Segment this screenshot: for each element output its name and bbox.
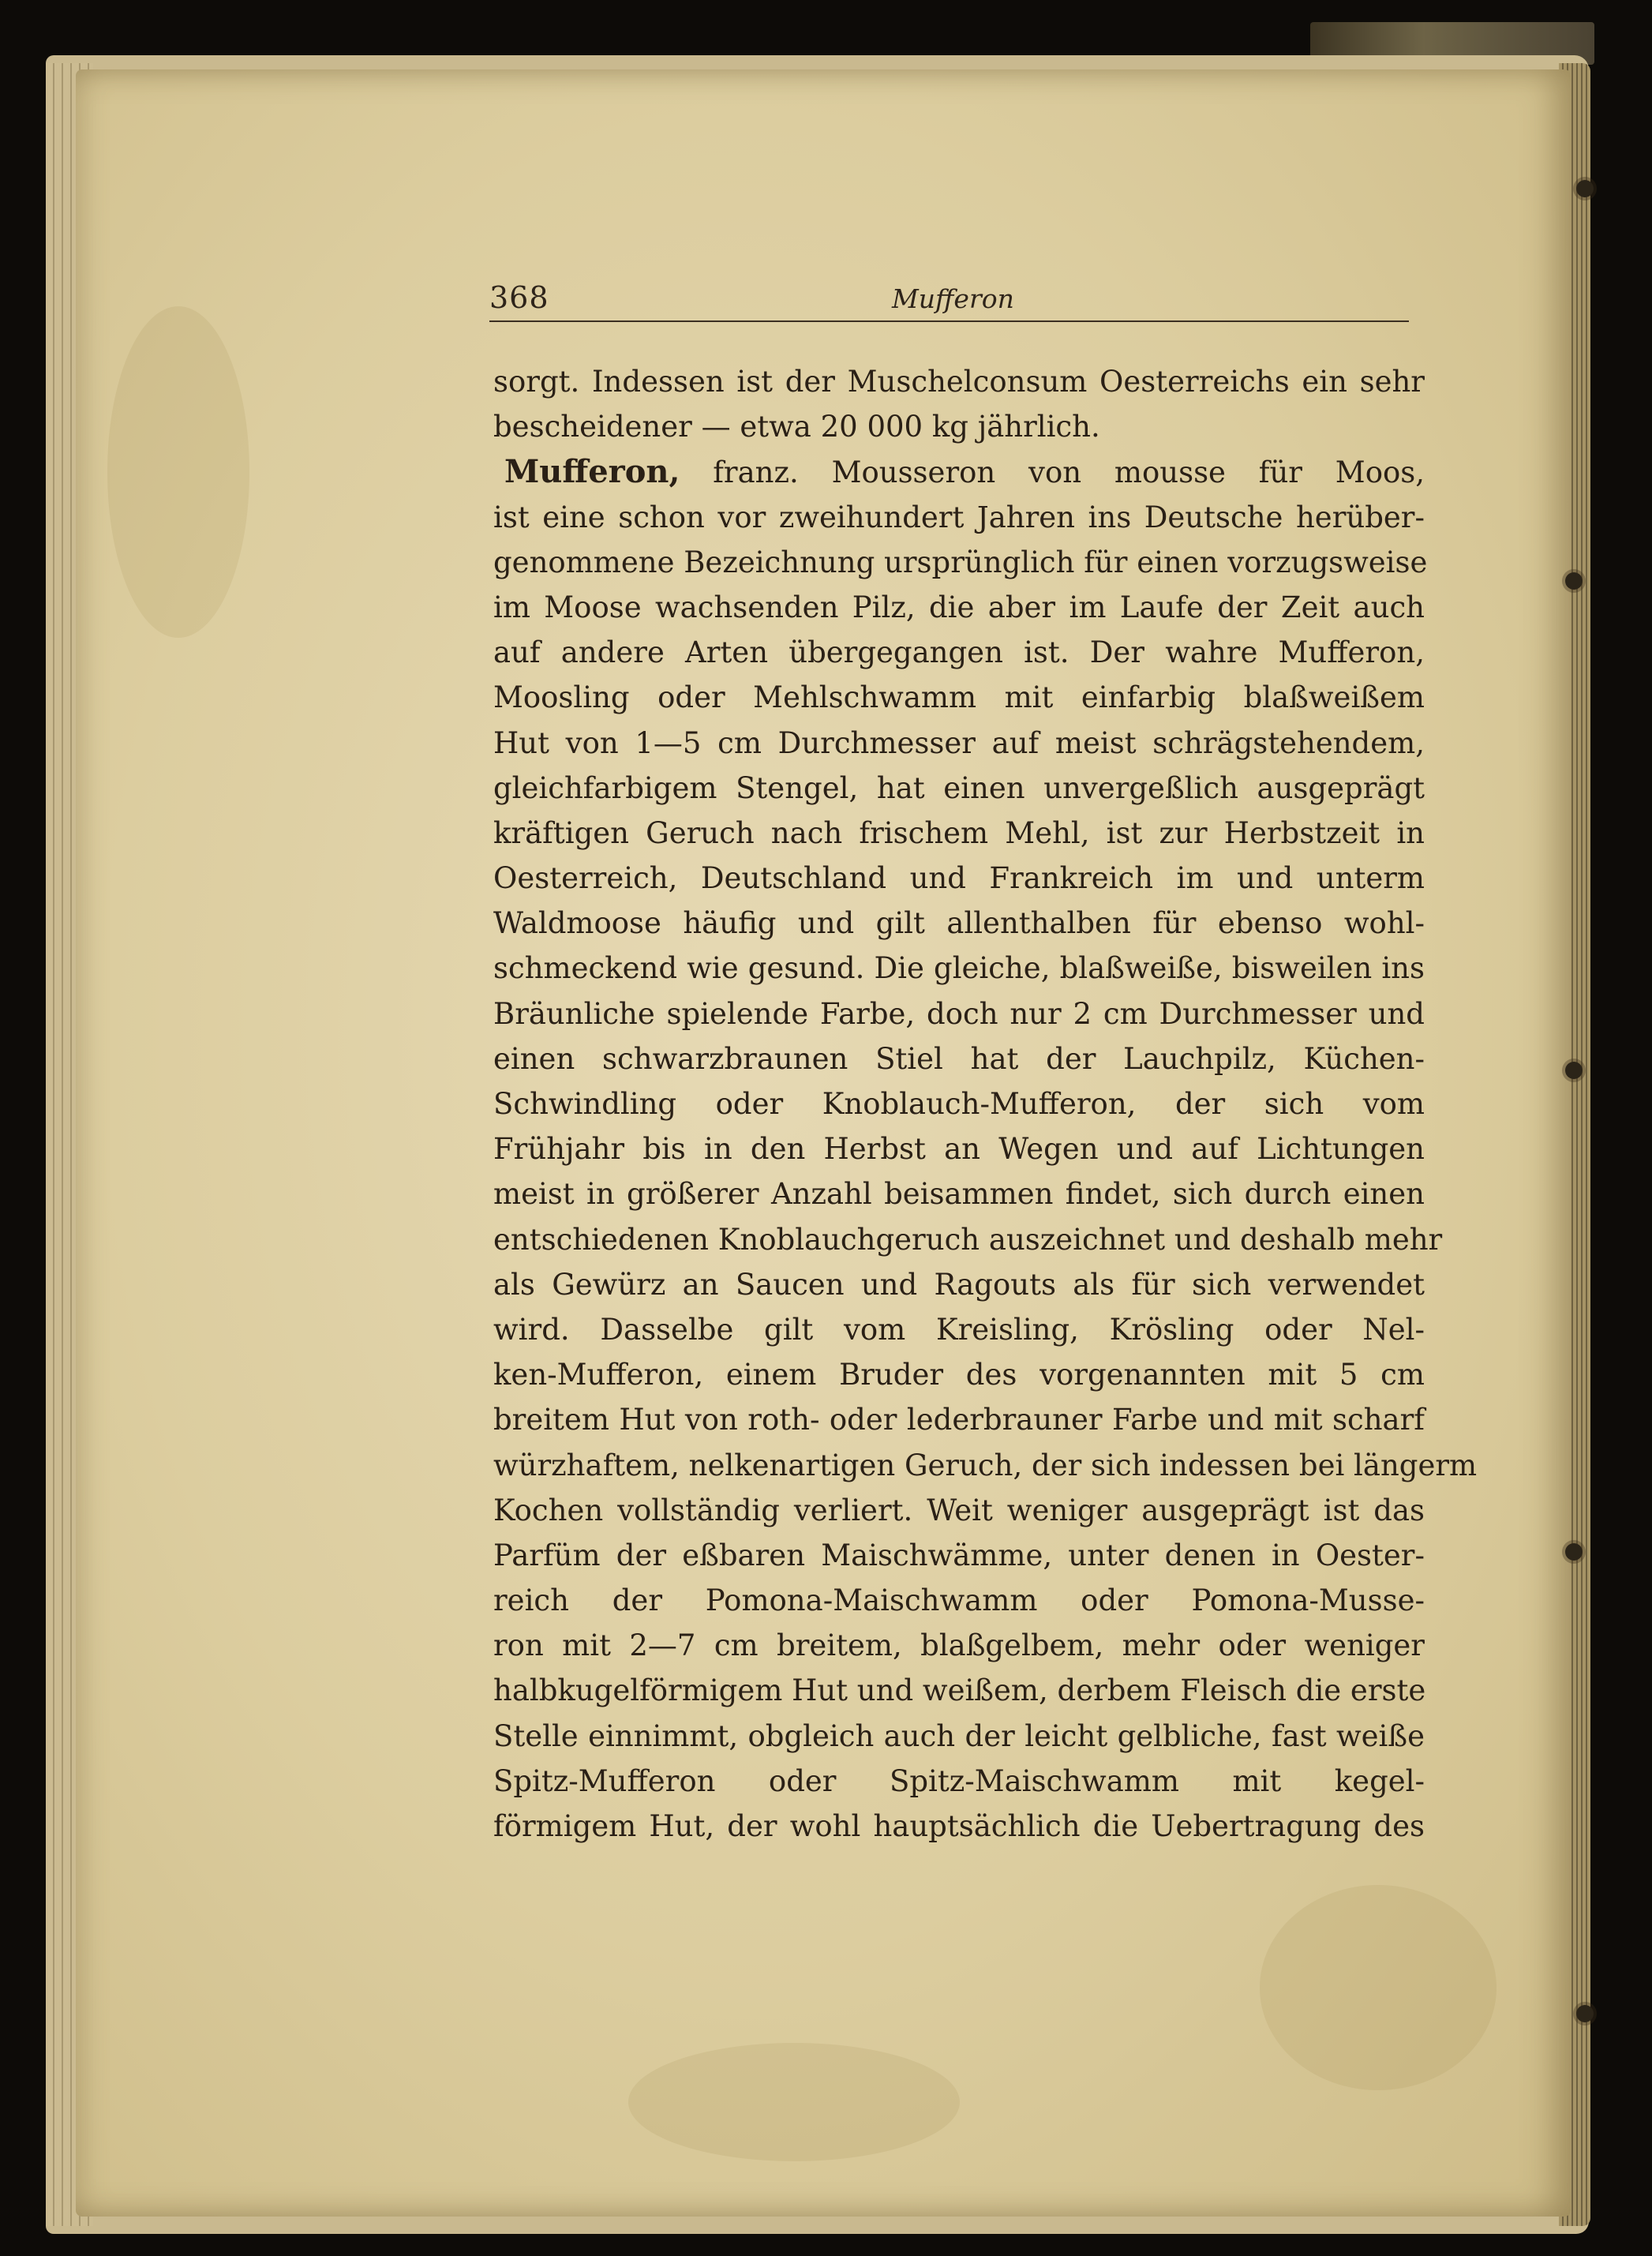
text-line: ron mit 2—7 cm breitem, blaßgelbem, mehr oder weniger (493, 1628, 1425, 1663)
running-head: Mufferon (892, 283, 1014, 314)
text-line: kräftigen Geruch nach frischem Mehl, ist zur Herbstzeit in (493, 815, 1425, 850)
text-line: ist eine schon vor zweihundert Jahren ins Deutsche herüber- (493, 500, 1425, 534)
binding-hole (1565, 1543, 1583, 1561)
text-line: schmeckend wie gesund. Die gleiche, blaßweiße, bisweilen ins (493, 951, 1425, 986)
paper-stain (628, 2043, 960, 2161)
text-line: sorgt. Indessen ist der Muschelconsum Oesterreichs ein sehr (493, 365, 1425, 399)
text-line: auf andere Arten übergegangen ist. Der wahre Mufferon, (493, 635, 1425, 670)
text-line: würzhaftem, nelkenartigen Geruch, der sich indessen bei längerm (493, 1448, 1478, 1482)
page-number: 368 (489, 280, 549, 315)
body-text (493, 359, 1478, 1849)
text-line: Moosling oder Mehlschwamm mit einfarbig blaßweißem (493, 680, 1425, 715)
binding-hole (1576, 2005, 1594, 2022)
text-line: im Moose wachsenden Pilz, die aber im Laufe der Zeit auch (493, 590, 1425, 624)
text-line: Parfüm der eßbaren Maischwämme, unter denen in Oester- (493, 1538, 1425, 1572)
text-line: als Gewürz an Saucen und Ragouts als für sich verwendet (493, 1267, 1425, 1302)
header-rule (489, 320, 1409, 322)
text-line: Bräunliche spielende Farbe, doch nur 2 cm Durchmesser und (493, 996, 1425, 1031)
page-header (489, 280, 1409, 321)
text-line: meist in größerer Anzahl beisammen findet, sich durch einen (493, 1177, 1425, 1212)
text-line: Spitz-Mufferon oder Spitz-Maischwamm mit kegel- (493, 1763, 1425, 1798)
text-line: ken-Mufferon, einem Bruder des vorgenannten mit 5 cm (493, 1358, 1425, 1392)
binding-hole (1565, 1062, 1583, 1079)
text-line: Stelle einnimmt, obgleich auch der leicht gelbliche, fast weiße (493, 1718, 1425, 1753)
text-line: genommene Bezeichnung ursprünglich für einen vorzugsweise (493, 545, 1428, 579)
text-line: Schwindling oder Knoblauch-Mufferon, der sich vom (493, 1087, 1425, 1121)
text-line: entschiedenen Knoblauchgeruch auszeichnet und deshalb mehr (493, 1222, 1443, 1257)
binding-hole (1565, 572, 1583, 590)
text-line: gleichfarbigem Stengel, hat einen unvergeßlich ausgeprägt (493, 770, 1425, 805)
text-line: reich der Pomona-Maischwamm oder Pomona-Musse- (493, 1583, 1425, 1618)
binding-hole (1576, 180, 1594, 197)
text-line: Hut von 1—5 cm Durchmesser auf meist schrägstehendem, (493, 725, 1425, 760)
text-line: bescheidener — etwa 20 000 kg jährlich. (493, 410, 1100, 444)
text-line: einen schwarzbraunen Stiel hat der Lauchpilz, Küchen- (493, 1041, 1425, 1076)
paper-stain (1260, 1885, 1497, 2090)
text-line: Frühjahr bis in den Herbst an Wegen und auf Lichtungen (493, 1132, 1425, 1167)
text-line: Kochen vollständig verliert. Weit weniger ausgeprägt ist das (493, 1493, 1425, 1527)
text-line: förmigem Hut, der wohl hauptsächlich die Uebertragung des (493, 1809, 1425, 1843)
paper-stain (107, 306, 249, 638)
text-line: Oesterreich, Deutschland und Frankreich im und unterm (493, 861, 1425, 896)
text-line: wird. Dasselbe gilt vom Kreisling, Krösling oder Nel- (493, 1312, 1425, 1347)
entry-headword-rest: franz. Mousseron von mousse für Moos, (680, 455, 1425, 490)
text-line: halbkugelförmigem Hut und weißem, derbem Fleisch die erste (493, 1673, 1426, 1708)
text-line: breitem Hut von roth- oder lederbrauner Farbe und mit scharf (493, 1403, 1425, 1437)
entry-headword-line (493, 449, 1425, 494)
entry-headword: Mufferon, (504, 453, 680, 491)
text-line: Waldmoose häufig und gilt allenthalben für ebenso wohl- (493, 906, 1425, 941)
